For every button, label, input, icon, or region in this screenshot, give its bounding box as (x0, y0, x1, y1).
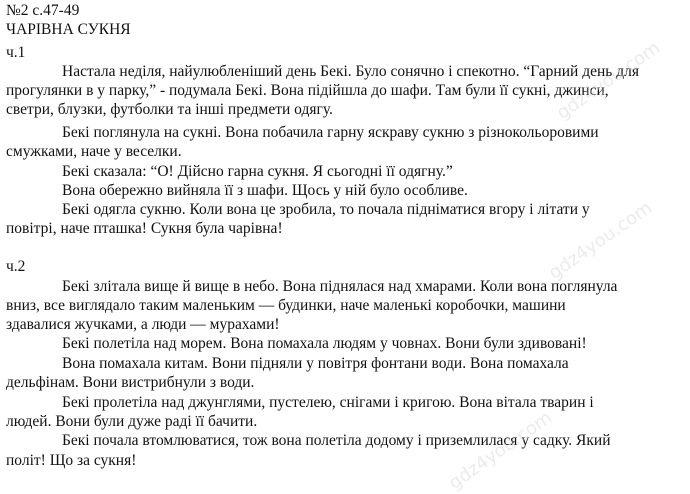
watermark: gdz4you.com (444, 407, 557, 494)
paragraph-line: Настала неділя, найулюбленіший день Бекі. Було сонячно і спекотно. “Гарний день для (62, 63, 639, 80)
paragraph-line: політ! Що за сукня! (6, 452, 137, 469)
paragraph-line: прогулянки в у парку,” - подумала Бекі. Вона підійшла до шафи. Там були її сукні, джинси, (6, 82, 609, 99)
part-1-label: ч.1 (6, 44, 26, 61)
paragraph-line: дельфінам. Вони вистрибнули з води. (6, 374, 255, 391)
paragraph-line: Вона помахала китам. Вони підняли у повітря фонтани води. Вона помахала (62, 355, 569, 372)
paragraph-line: Бекі почала втомлюватися, тож вона полетіла додому і приземлилася у садку. Який (62, 432, 611, 449)
paragraph-line: повітрі, наче пташка! Сукня була чарівна! (6, 220, 283, 237)
part-2-label: ч.2 (6, 258, 26, 275)
paragraph-line: людей. Вони були дуже раді її бачити. (6, 413, 258, 430)
paragraph-line: Бекі поглянула на сукні. Вона побачила гарну яскраву сукню з різнокольоровими (62, 124, 599, 141)
paragraph-line: светри, блузки, футболки та інші предмети одягу. (6, 101, 333, 118)
watermark: gdz4you.com (552, 37, 665, 124)
exercise-reference: №2 с.47-49 (6, 2, 80, 19)
paragraph-line: Бекі полетіла над морем. Вона помахала людям у човнах. Вони були здивовані! (62, 335, 587, 352)
paragraph-line: здавалися жучками, а люди — мурахами! (6, 316, 280, 333)
watermark: gdz4you.com (544, 197, 657, 284)
paragraph-line: Бекі пролетіла над джунглями, пустелею, снігами і кригою. Вона вітала тварин і (62, 394, 594, 411)
paragraph-line: смужками, наче у веселки. (6, 143, 182, 160)
paragraph-line: Бекі злітала вище й вище в небо. Вона піднялася над хмарами. Коли вона поглянула (62, 278, 618, 295)
paragraph-line: вниз, все виглядало таким маленьким — будинки, наче маленькі коробочки, машини (6, 297, 566, 314)
paragraph-line: Бекі одягла сукню. Коли вона це зробила, то почала підніматися вгору і літати у (62, 201, 590, 218)
story-title: ЧАРІВНА СУКНЯ (6, 21, 131, 38)
paragraph-line: Вона обережно вийняла її з шафи. Щось у ній було особливе. (62, 182, 468, 199)
paragraph-line: Бекі сказала: “О! Дійсно гарна сукня. Я сьогодні її одягну.” (62, 163, 453, 180)
